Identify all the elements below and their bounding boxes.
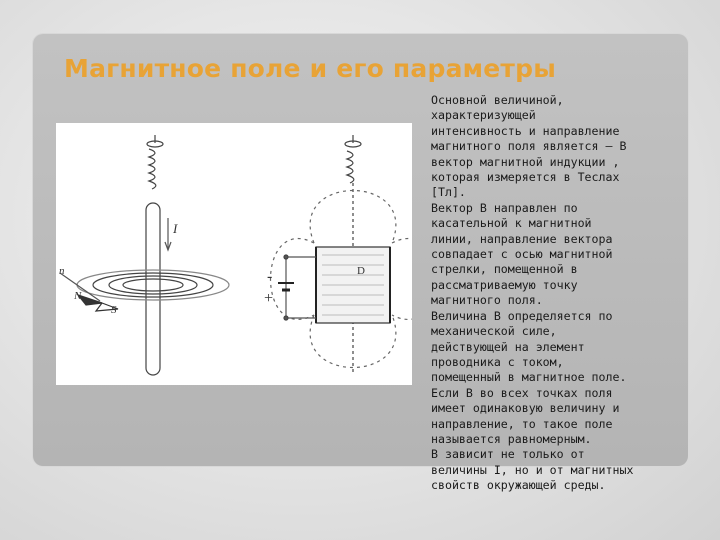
- battery-plus-label: +: [263, 290, 274, 307]
- paragraph-magnitude: Величина В определяется по механической силе, действующей на элемент проводника с током, помещенный в магнитное поле.: [431, 308, 627, 385]
- spring-icon: [149, 135, 156, 189]
- conductor-rod: [146, 203, 160, 375]
- battery-minus-label: -: [267, 268, 273, 285]
- compass-n-small-label: n: [59, 265, 65, 277]
- coil-label: D: [357, 265, 365, 277]
- figure-drawing: [56, 123, 412, 385]
- coil-diagram: [271, 135, 413, 373]
- paragraph-uniform: Если В во всех точках поля имеет одинаковую величину и направление, то такое поле называется равномерным.: [431, 385, 620, 446]
- paragraph-direction: Вектор В направлен по касательной к магнитной линии, направление вектора совпадает с осью магнитной стрелки, помещенной в рассматриваемую точку магнитного поля.: [431, 200, 613, 308]
- paragraph-definition: Основной величиной, характеризующей интенсивность и направление магнитного поля является – В вектор магнитной индукции , которая измеряется в Теслах [Тл].: [431, 93, 627, 200]
- paragraph-dependency: В зависит не только от величины I, но и от магнитных свойств окружающей среды.: [431, 447, 634, 493]
- slide-title: Магнитное поле и его параметры: [64, 54, 557, 83]
- straight-conductor-diagram: [60, 135, 229, 375]
- compass-n-label: N: [74, 290, 82, 302]
- magnetic-field-figure: [56, 123, 412, 385]
- current-label: I: [173, 221, 178, 236]
- body-text: [431, 93, 671, 494]
- compass-s-label: S: [111, 304, 117, 316]
